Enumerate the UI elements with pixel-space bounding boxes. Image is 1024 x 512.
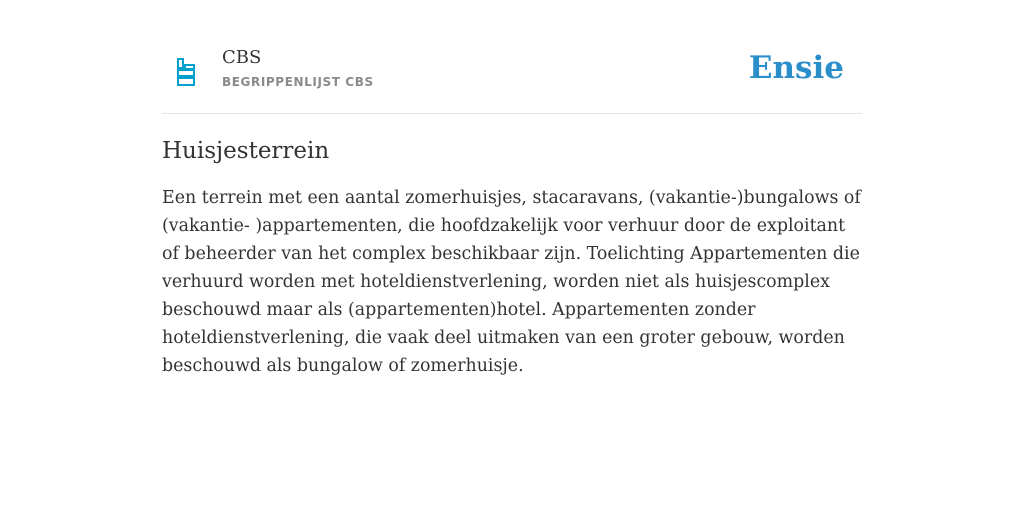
ensie-logo[interactable]: Ensie: [748, 50, 844, 86]
cbs-logo-icon: [176, 57, 196, 87]
card-header: [162, 40, 862, 114]
source-name[interactable]: CBS: [222, 47, 262, 68]
source-subtitle[interactable]: BEGRIPPENLIJST CBS: [222, 75, 374, 89]
definition-card: [162, 40, 862, 380]
term-definition: Een terrein met een aantal zomerhuisjes, stacaravans, (vakantie-)bungalows of (vakantie- )appartementen, die hoofdzakelijk voor verhuur door de exploitant of beheerder van het complex beschikbaar zijn. Toelichting Appartementen die verhuurd worden met hoteldienstverlening, worden niet als huisjescomplex beschouwd maar als (appartementen)hotel. Appartementen zonder hoteldienstverlening, die vaak deel uitmaken van een groter gebouw, worden beschouwd als bungalow of zomerhuisje.: [162, 188, 861, 376]
term-title: Huisjesterrein: [162, 138, 330, 164]
